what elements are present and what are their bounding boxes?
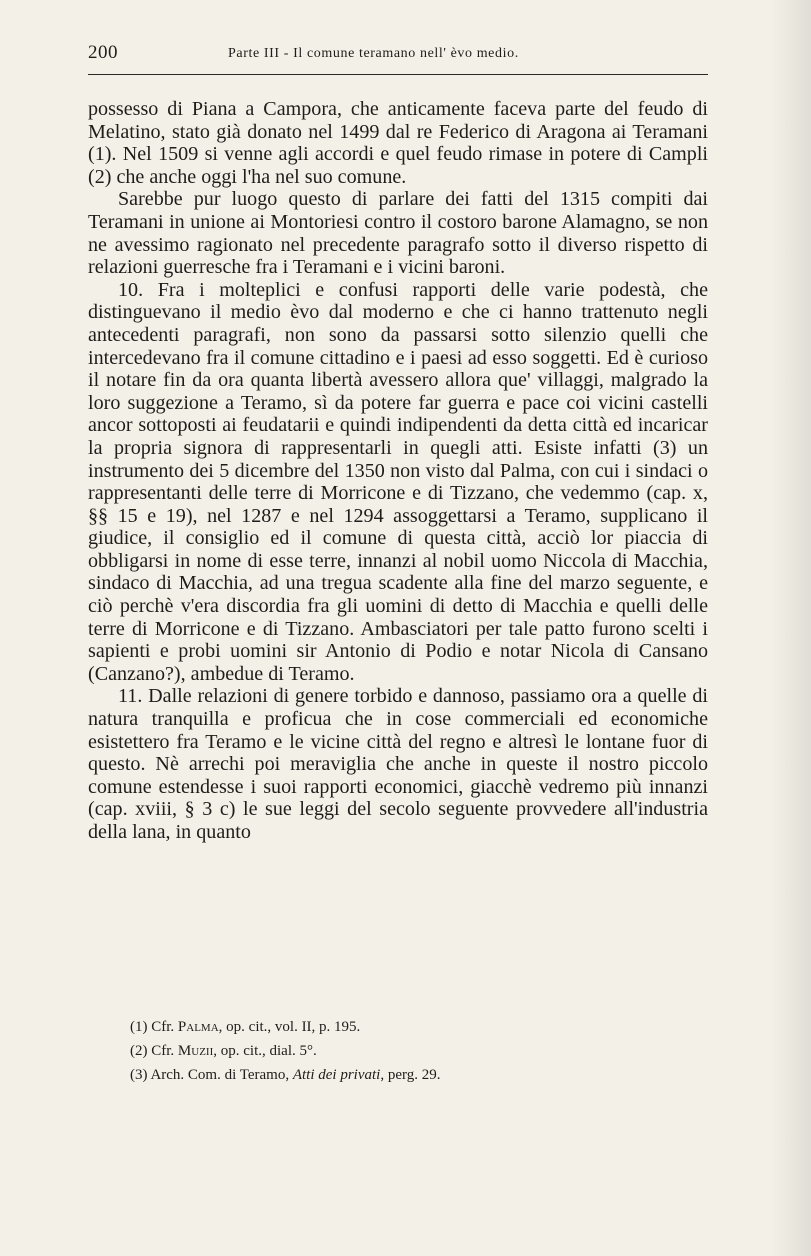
paragraph: Sarebbe pur luogo questo di parlare dei fatti del 1315 compiti dai Teramani in unione ai Montoriesi contro il costoro barone Alamagno, se non ne avessimo ragionato nel precedente paragrafo sotto il diverso rispetto di relazioni guerresche fra i Teramani e i vicini baroni. <box>88 188 708 279</box>
page-edge-shadow <box>771 0 811 1256</box>
body-text <box>88 98 708 844</box>
footnote <box>130 1039 690 1063</box>
footnote-text: Cfr. <box>151 1019 175 1035</box>
page-header <box>88 42 708 72</box>
paragraph: 10. Fra i molteplici e confusi rapporti delle varie podestà, che distinguevano il medio èvo dal moderno e che ci hanno trattenuto negli antecedenti paragrafi, non sono da passarsi sotto silenzio quelli che intercedevano fra il comune cittadino e i paesi ad esso soggetti. Ed è curioso il notare fin da ora quanta libertà avessero allora que' villaggi, malgrado la loro suggezione a Teramo, sì da potere far guerra e pace coi vicini castelli ancor sottoposti ai feudatarii e quindi indipendenti da detta città ed incaricar la propria signora di rappresentarli in quegli atti. Esiste infatti (3) un instrumento dei 5 dicembre del 1350 non visto dal Palma, con cui i sindaci o rappresentanti delle terre di Morricone e di Tizzano, che vedemmo (cap. x, §§ 15 e 19), nel 1287 e nel 1294 assoggettarsi a Teramo, supplicano il giudice, il consiglio ed il comune di questa città, acciò lor piaccia di obbligarsi in nome di esse terre, innanzi al nobil uomo Niccola di Macchia, sindaco di Macchia, ad una tregua scadente alla fine del marzo seguente, e ciò perchè v'era discordia fra gli uomini di detto di Macchia e quelli delle terre di Morricone e di Tizzano. Ambasciatori per tale patto furono scelti i sapienti e probi uomini sir Antonio di Podio e notar Nicola di Cansano (Canzano?), ambedue di Teramo. <box>88 278 708 685</box>
footnote-reference: , op. cit., dial. 5°. <box>213 1043 317 1059</box>
footnote-number: (2) <box>130 1043 148 1059</box>
footnote-author: Muzii <box>177 1043 214 1059</box>
footnote-author: Palma <box>177 1019 219 1035</box>
paragraph: 11. Dalle relazioni di genere torbido e dannoso, passiamo ora a quelle di natura tranquilla e proficua che in cose commerciali ed economiche esistettero fra Teramo e le vicine città del regno e altresì le lontane fuor di questo. Nè arrechi poi meraviglia che anche in queste il nostro piccolo comune estendesse i suoi rapporti economici, giacchè vedremo più innanzi (cap. xviii, § 3 c) le sue leggi del secolo seguente provvedere all'industria della lana, in quanto <box>88 685 708 843</box>
paragraph: possesso di Piana a Campora, che anticamente faceva parte del feudo di Melatino, stato già donato nel 1499 dal re Federico di Aragona ai Teramani (1). Nel 1509 si venne agli accordi e quel feudo rimase in potere di Campli (2) che anche oggi l'ha nel suo comune. <box>88 98 708 188</box>
footnote-number: (3) <box>130 1067 148 1083</box>
footnote-number: (1) <box>130 1019 148 1035</box>
header-rule <box>88 74 708 75</box>
footnote <box>130 1015 690 1039</box>
footnotes <box>130 1015 690 1087</box>
footnote <box>130 1063 690 1087</box>
footnote-text: Cfr. <box>151 1043 175 1059</box>
page-number: 200 <box>88 42 118 63</box>
footnote-reference: perg. 29. <box>387 1067 441 1083</box>
footnote-reference: , op. cit., vol. II, p. 195. <box>218 1019 361 1035</box>
running-title: Parte III - Il comune teramano nell' èvo medio. <box>228 46 519 61</box>
footnote-text: Arch. Com. di Teramo, <box>150 1067 290 1083</box>
footnote-title: Atti dei privati, <box>292 1067 385 1083</box>
